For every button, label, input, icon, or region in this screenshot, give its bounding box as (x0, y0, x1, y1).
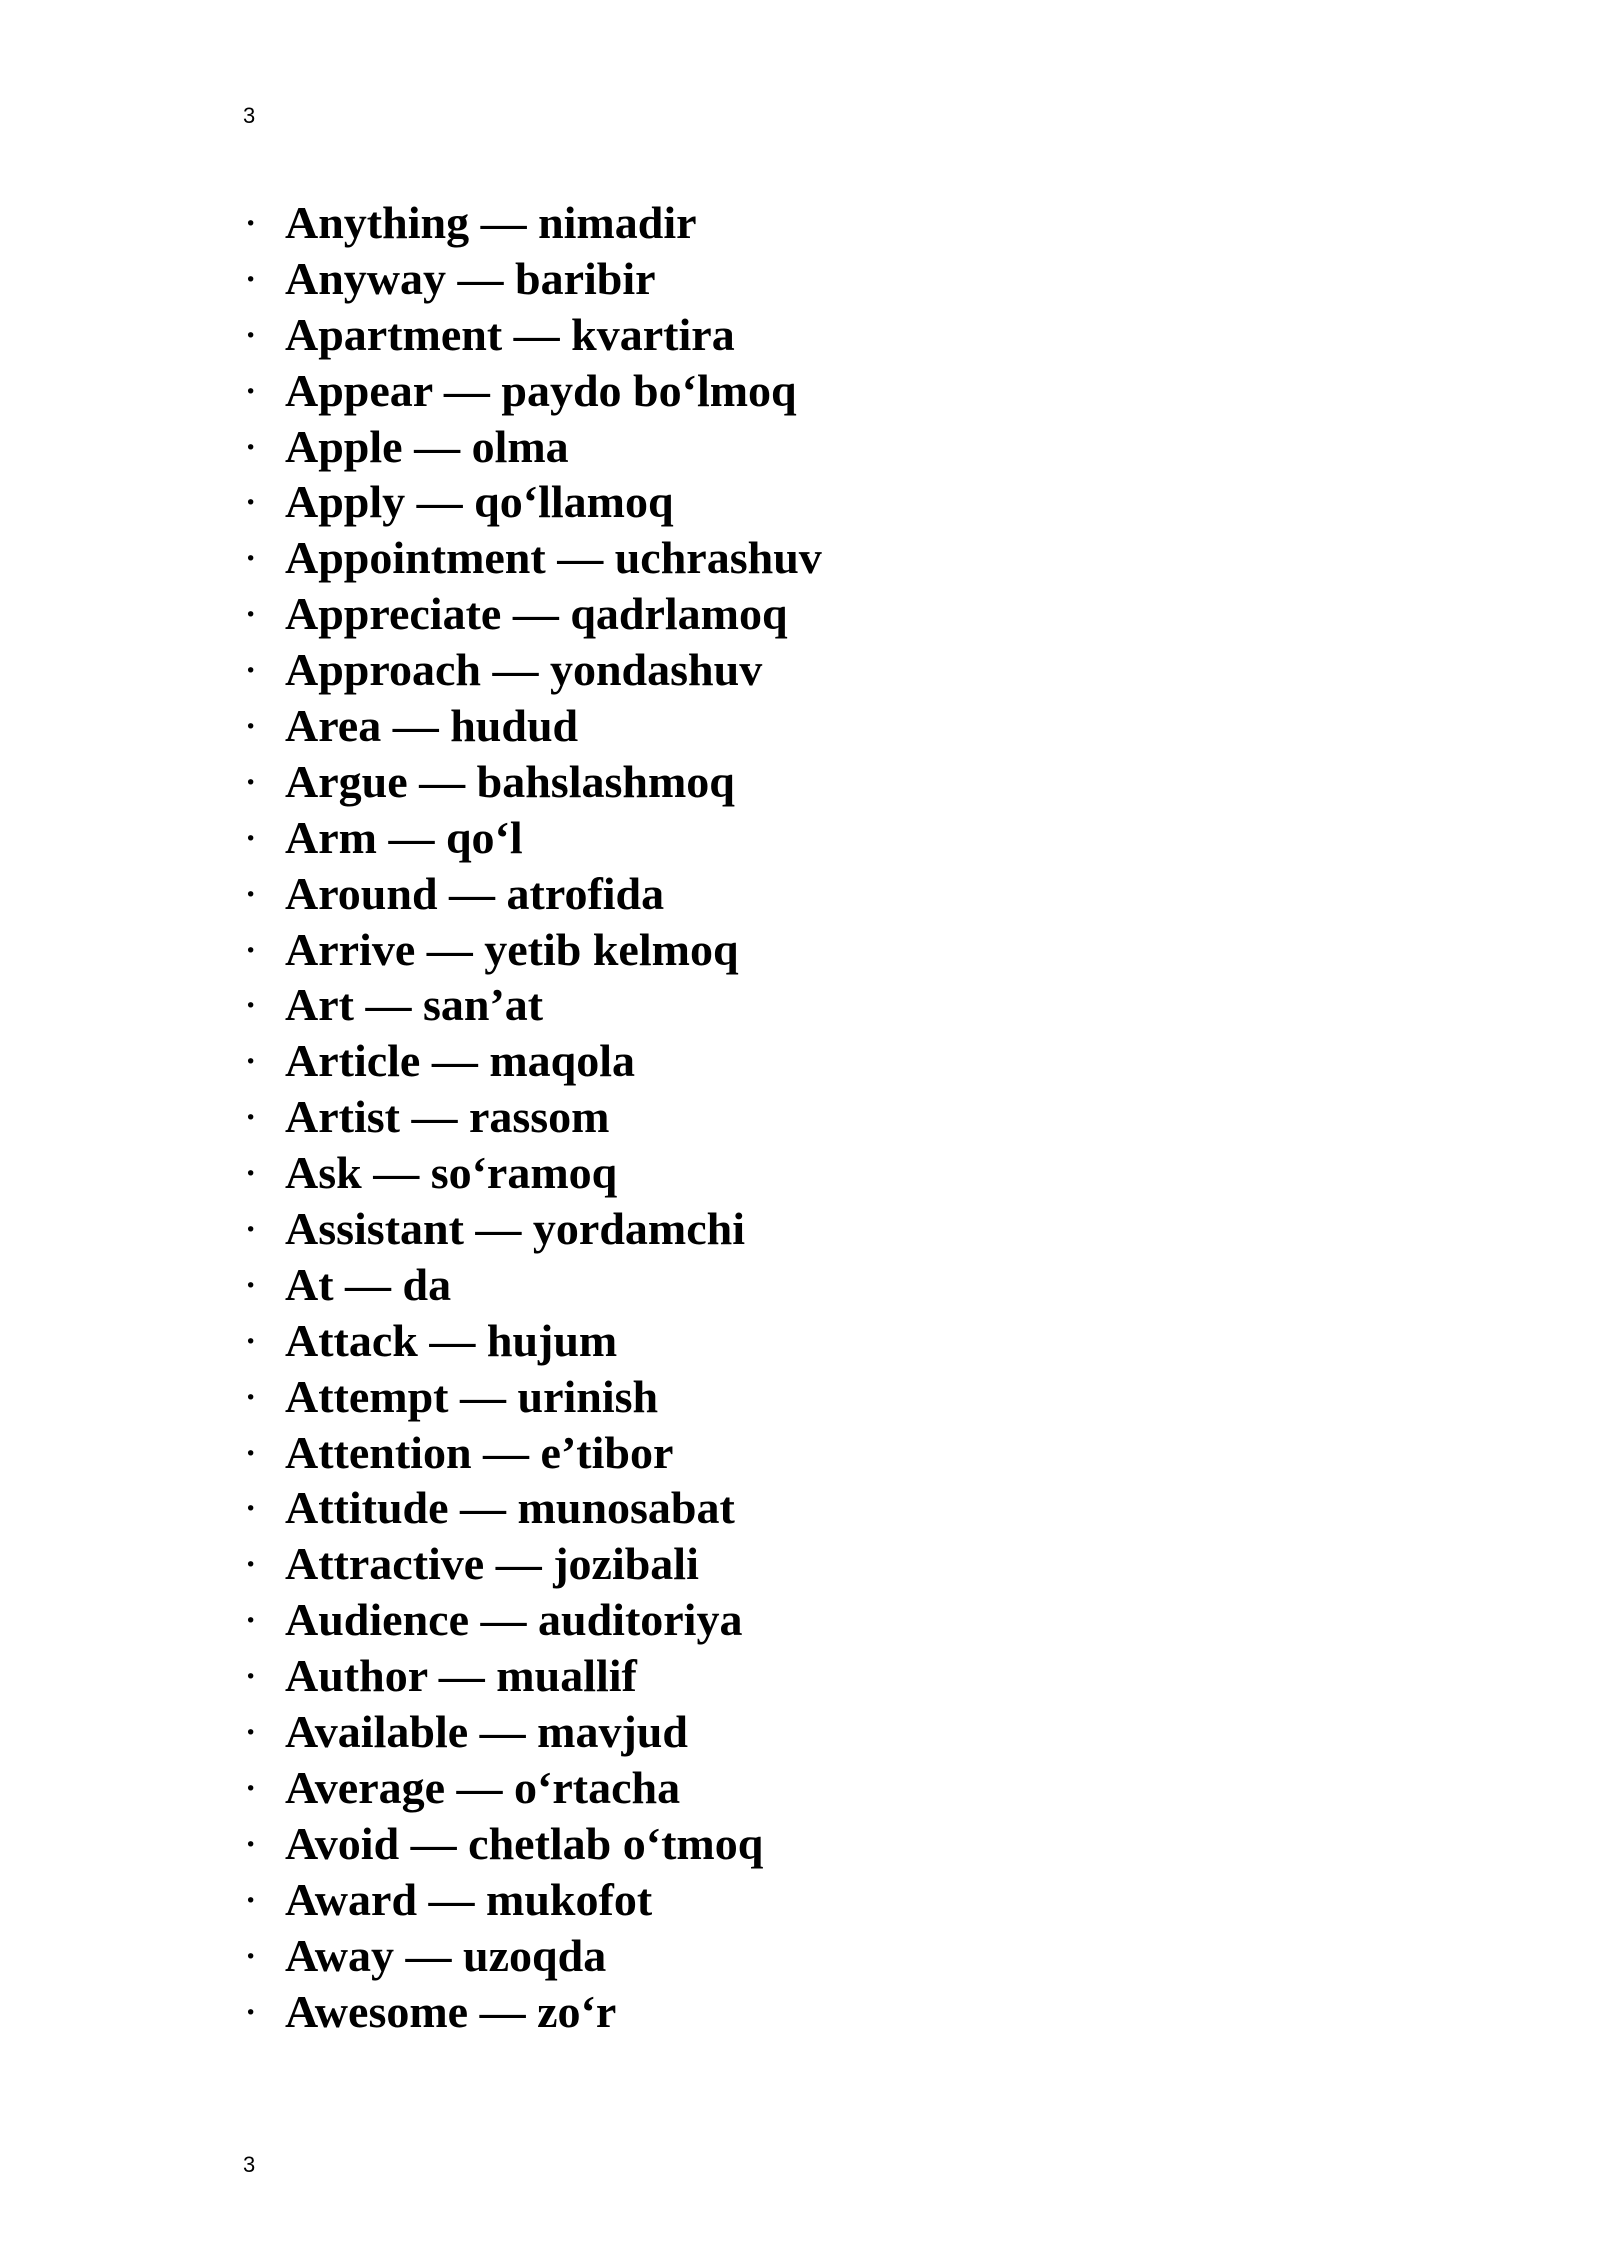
list-item (243, 1369, 822, 1425)
list-item (243, 1145, 822, 1201)
list-item (243, 642, 822, 698)
list-item (243, 1816, 822, 1872)
vocab-entry-text: Attempt — urinish (285, 1370, 659, 1422)
vocab-entry-text: Appreciate — qadrlamoq (285, 588, 788, 640)
vocab-entry-text: Anything — nimadir (285, 197, 697, 248)
bullet-icon: · (243, 1203, 259, 1255)
bullet-icon: · (243, 1147, 259, 1199)
vocab-entry-text: Attack — hujum (285, 1314, 618, 1366)
list-item (243, 1425, 822, 1481)
vocab-entry-text: Arrive — yetib kelmoq (285, 923, 739, 975)
vocab-entry-text: Attitude — munosabat (285, 1482, 735, 1534)
list-item (243, 1257, 822, 1313)
page-number-header: 3 (243, 103, 256, 128)
list-item (243, 251, 822, 307)
list-item (243, 586, 822, 642)
vocab-entry-text: Awesome — zo‘r (285, 1985, 617, 2037)
vocab-entry-text: Ask — so‘ramoq (285, 1147, 618, 1199)
vocab-entry-text: Appear — paydo bo‘lmoq (285, 364, 797, 416)
bullet-icon: · (243, 923, 259, 975)
list-item (243, 698, 822, 754)
bullet-icon: · (243, 1817, 259, 1869)
bullet-icon: · (243, 1258, 259, 1310)
vocab-entry-text: Area — hudud (285, 700, 579, 752)
list-item (243, 363, 822, 419)
bullet-icon: · (243, 700, 259, 752)
bullet-icon: · (243, 811, 259, 863)
vocab-entry-text: Appointment — uchrashuv (285, 532, 822, 584)
page-number-footer: 3 (243, 2152, 256, 2177)
list-item (243, 810, 822, 866)
list-item (243, 419, 822, 475)
vocab-entry-text: Arm — qo‘l (285, 811, 523, 863)
bullet-icon: · (243, 1594, 259, 1646)
bullet-icon: · (243, 532, 259, 584)
vocab-entry-text: Apartment — kvartira (285, 308, 735, 360)
vocab-entry-text: Apple — olma (285, 420, 569, 472)
bullet-icon: · (243, 644, 259, 696)
list-item (243, 195, 822, 251)
bullet-icon: · (243, 867, 259, 919)
bullet-icon: · (243, 1985, 259, 2037)
list-item (243, 1480, 822, 1536)
vocab-entry-text: Avoid — chetlab o‘tmoq (285, 1817, 764, 1869)
vocab-entry-text: Award — mukofot (285, 1873, 653, 1925)
vocab-entry-text: Apply — qo‘llamoq (285, 476, 674, 528)
vocab-entry-text: Author — muallif (285, 1650, 637, 1702)
vocab-entry-text: Art — san’at (285, 979, 544, 1031)
vocab-entry-text: Away — uzoqda (285, 1929, 607, 1981)
vocab-entry-text: Argue — bahslashmoq (285, 755, 735, 807)
bullet-icon: · (243, 1929, 259, 1981)
list-item (243, 1984, 822, 2040)
bullet-icon: · (243, 308, 259, 360)
list-item (243, 1760, 822, 1816)
list-item (243, 1648, 822, 1704)
vocab-entry-text: Around — atrofida (285, 867, 665, 919)
bullet-icon: · (243, 1426, 259, 1478)
list-item (243, 1592, 822, 1648)
list-item (243, 922, 822, 978)
list-item (243, 1704, 822, 1760)
bullet-icon: · (243, 1761, 259, 1813)
bullet-icon: · (243, 252, 259, 304)
vocab-entry-text: Anyway — baribir (285, 252, 656, 304)
bullet-icon: · (243, 1706, 259, 1758)
vocab-entry-text: Article — maqola (285, 1035, 636, 1087)
bullet-icon: · (243, 364, 259, 416)
bullet-icon: · (243, 1314, 259, 1366)
vocab-entry-text: Artist — rassom (285, 1091, 610, 1143)
list-item (243, 977, 822, 1033)
vocabulary-list (243, 195, 822, 2039)
bullet-icon: · (243, 1650, 259, 1702)
list-item (243, 1033, 822, 1089)
bullet-icon: · (243, 1482, 259, 1534)
bullet-icon: · (243, 755, 259, 807)
vocab-entry-text: Audience — auditoriya (285, 1594, 743, 1646)
list-item (243, 474, 822, 530)
bullet-icon: · (243, 476, 259, 528)
vocab-entry-text: Attention — e’tibor (285, 1426, 674, 1478)
bullet-icon: · (243, 197, 259, 248)
list-item (243, 307, 822, 363)
bullet-icon: · (243, 420, 259, 472)
list-item (243, 1201, 822, 1257)
vocab-entry-text: Attractive — jozibali (285, 1538, 699, 1590)
list-item (243, 1089, 822, 1145)
bullet-icon: · (243, 1035, 259, 1087)
list-item (243, 866, 822, 922)
vocab-entry-text: At — da (285, 1258, 452, 1310)
bullet-icon: · (243, 1538, 259, 1590)
vocab-entry-text: Average — o‘rtacha (285, 1761, 681, 1813)
bullet-icon: · (243, 979, 259, 1031)
vocab-entry-text: Available — mavjud (285, 1706, 688, 1758)
bullet-icon: · (243, 1091, 259, 1143)
list-item (243, 754, 822, 810)
bullet-icon: · (243, 588, 259, 640)
list-item (243, 1872, 822, 1928)
list-item (243, 530, 822, 586)
list-item (243, 1313, 822, 1369)
bullet-icon: · (243, 1370, 259, 1422)
vocab-entry-text: Assistant — yordamchi (285, 1203, 746, 1255)
vocab-entry-text: Approach — yondashuv (285, 644, 763, 696)
list-item (243, 1536, 822, 1592)
bullet-icon: · (243, 1873, 259, 1925)
list-item (243, 1928, 822, 1984)
